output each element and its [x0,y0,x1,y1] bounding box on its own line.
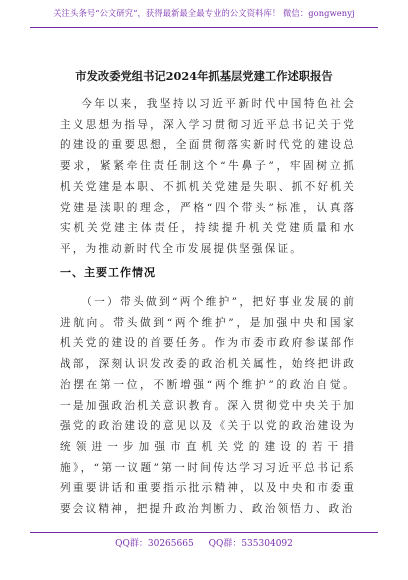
footer-qq-group-1: QQ群：30265665 [115,539,194,549]
footer-qq-group-2: QQ群：535304092 [208,539,293,549]
footer [0,536,408,549]
section-heading: 一、主要工作情况 [60,266,156,279]
paragraph-section-1: （一）带头做到“两个维护”，把好事业发展的前进航向。带头做到“两个维护”，是加强中央和国家机关党的建设的首要任务。作为市委市政府参谋部作战部，深刻认识发改委的政治机关属性，始终把讲政治摆在第一位，不断增强“两个维护”的政治自觉。一是加强政治机关意识教育。深入贯彻党中央关于加强党的政治建设的意见以及《关于以党的政治建设为统领进一步加强市直机关党的建设的若干措施》，“第一议题”第一时间传达学习习近平总书记系列重要讲话和重要指示批示精神，以及中央和市委重要会议精神，把提升政治判断力、政治领悟力、政治 [60,296,356,516]
paragraph-intro: 今年以来，我坚持以习近平新时代中国特色社会主义思想为指导，深入学习贯彻习近平总书记关于党的建设的重要思想，全面贯彻落实新时代党的建设总要求，紧紧牵住责任制这个“牛鼻子”，牢固树立抓机关党建是本职、不抓机关党建是失职、抓不好机关党建是渎职的理念，严格“四个带头”标准，认真落实机关党建主体责任，持续提升机关党建质量和水平，为推动新时代全市发展提供坚强保证。 [60,98,356,255]
header-banner: 关注头条号“公文研究”，获得最新最全最专业的公文资料库！ 微信：gongwenyj [53,8,355,18]
document-title: 市发改委党组书记2024年抓基层党建工作述职报告 [75,69,333,83]
footer-divider [30,532,378,533]
header-divider [30,27,378,28]
